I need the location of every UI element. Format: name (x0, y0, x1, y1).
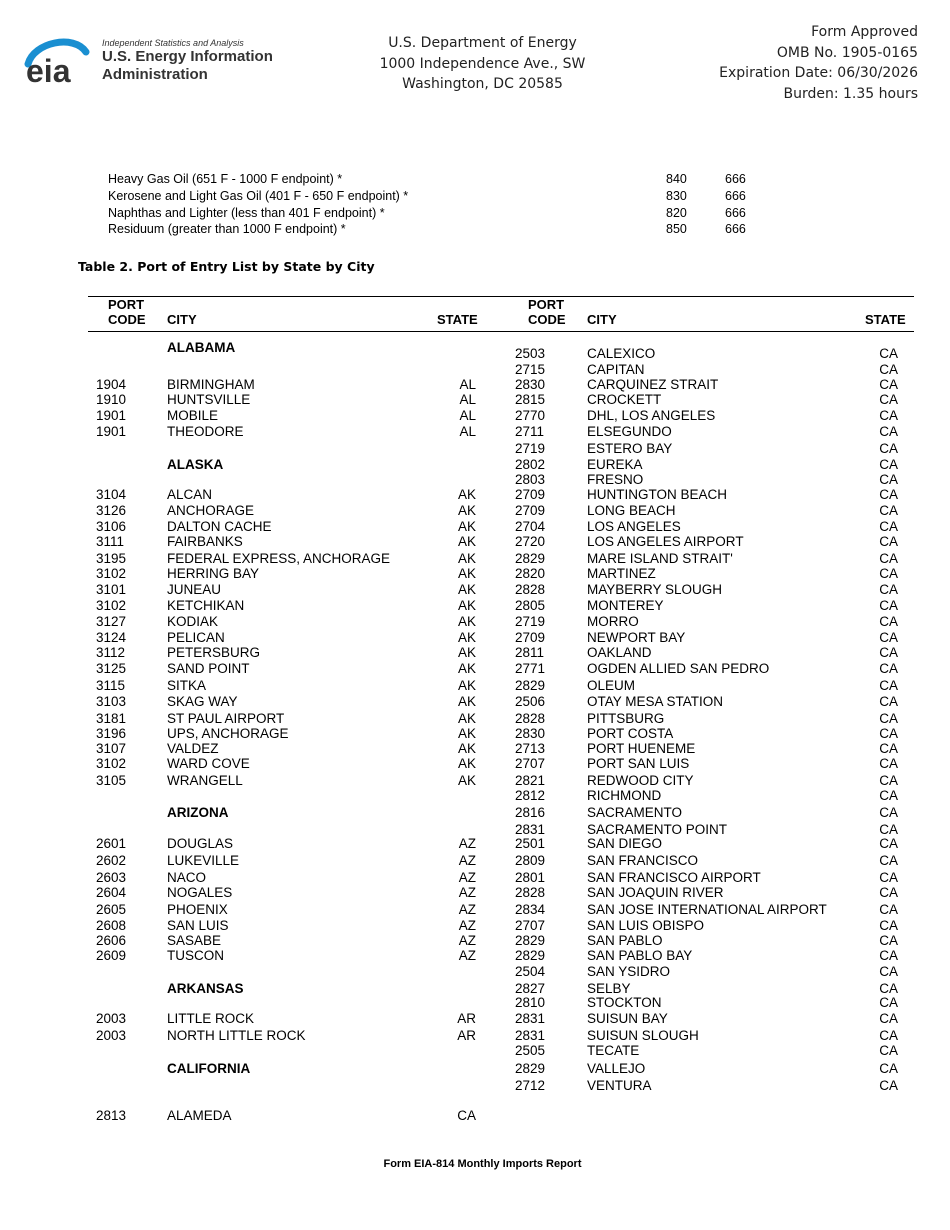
right-port-state: CA (879, 377, 898, 392)
col-city-header-right: CITY (587, 312, 617, 327)
product-code: 850 (666, 222, 687, 236)
left-port-state: AK (457, 614, 476, 629)
right-port-city: LOS ANGELES AIRPORT (587, 534, 744, 549)
right-port-state: CA (879, 788, 898, 803)
right-port-city: MARTINEZ (587, 566, 656, 581)
left-state-heading: ALABAMA (167, 340, 236, 355)
left-port-state: AZ (458, 948, 476, 963)
left-port-code: 3181 (96, 711, 127, 726)
right-port-code: 2831 (515, 822, 546, 837)
left-port-code: 3102 (96, 566, 127, 581)
left-port-city: FAIRBANKS (167, 534, 243, 549)
col-port-header-right: PORT CODE (528, 297, 566, 327)
right-port-code: 2830 (515, 377, 546, 392)
left-port-city: HUNTSVILLE (167, 392, 251, 407)
right-port-code: 2815 (515, 392, 546, 407)
right-port-state: CA (879, 392, 898, 407)
right-port-code: 2829 (515, 678, 546, 693)
left-port-state: AK (457, 503, 476, 518)
right-port-city: TECATE (587, 1043, 640, 1058)
left-port-code: 3107 (96, 741, 127, 756)
right-port-code: 2713 (515, 741, 546, 756)
product-code: 820 (666, 206, 687, 220)
right-port-state: CA (879, 487, 898, 502)
left-port-city: SAND POINT (167, 661, 250, 676)
right-port-state: CA (879, 773, 898, 788)
left-port-city: NORTH LITTLE ROCK (167, 1028, 306, 1043)
left-port-city: SITKA (167, 678, 207, 693)
right-port-city: CARQUINEZ STRAIT (587, 377, 719, 392)
right-port-code: 2771 (515, 661, 546, 676)
form-approved: Form Approved (811, 24, 918, 40)
right-port-state: CA (879, 346, 898, 361)
left-state-heading: CALIFORNIA (167, 1061, 251, 1076)
right-port-code: 2709 (515, 503, 546, 518)
right-port-state: CA (879, 694, 898, 709)
right-port-state: CA (879, 630, 898, 645)
left-port-state: AK (457, 661, 476, 676)
right-port-city: HUNTINGTON BEACH (587, 487, 728, 502)
left-port-state: AK (457, 694, 476, 709)
right-port-city: VENTURA (587, 1078, 652, 1093)
left-port-state: AZ (458, 918, 476, 933)
right-port-code: 2770 (515, 408, 546, 423)
left-port-state: AL (459, 392, 476, 407)
left-port-state: AK (457, 678, 476, 693)
right-port-city: MONTEREY (587, 598, 664, 613)
table-title: Table 2. Port of Entry List by State by City (78, 259, 375, 274)
right-port-state: CA (879, 472, 898, 487)
col-state-header-left: STATE (437, 312, 478, 327)
right-port-state: CA (879, 918, 898, 933)
right-port-state: CA (879, 836, 898, 851)
right-port-city: LOS ANGELES (587, 519, 681, 534)
left-port-city: PHOENIX (167, 902, 228, 917)
right-port-state: CA (879, 933, 898, 948)
left-port-city: HERRING BAY (167, 566, 260, 581)
left-port-code: 3127 (96, 614, 127, 629)
product-unit: 666 (725, 206, 746, 220)
left-state-heading: ARIZONA (167, 805, 229, 820)
right-port-city: CALEXICO (587, 346, 656, 361)
left-port-city: ANCHORAGE (167, 503, 255, 518)
left-port-city: PELICAN (167, 630, 225, 645)
right-port-code: 2801 (515, 870, 546, 885)
left-port-state: AL (459, 408, 476, 423)
right-port-city: SAN LUIS OBISPO (587, 918, 705, 933)
right-port-city: PORT COSTA (587, 726, 674, 741)
right-port-city: SUISUN BAY (587, 1011, 668, 1026)
right-port-city: RICHMOND (587, 788, 662, 803)
address-line1: 1000 Independence Ave., SW (379, 55, 586, 72)
right-port-city: SELBY (587, 981, 631, 996)
left-port-code: 3111 (96, 534, 125, 549)
right-port-code: 2828 (515, 711, 546, 726)
left-port-code: 3124 (96, 630, 127, 645)
left-port-state: AK (457, 534, 476, 549)
left-port-code: 2609 (96, 948, 127, 963)
right-port-code: 2803 (515, 472, 546, 487)
product-unit: 666 (725, 189, 746, 203)
right-port-code: 2712 (515, 1078, 546, 1093)
right-port-state: CA (879, 741, 898, 756)
expiration-date: Expiration Date: 06/30/2026 (719, 65, 918, 81)
left-port-state: AZ (458, 870, 476, 885)
right-port-code: 2506 (515, 694, 546, 709)
left-port-city: KETCHIKAN (167, 598, 245, 613)
right-port-code: 2829 (515, 551, 546, 566)
right-port-code: 2503 (515, 346, 546, 361)
right-port-city: SAN FRANCISCO (587, 853, 699, 868)
right-port-city: PORT SAN LUIS (587, 756, 690, 771)
right-port-city: SACRAMENTO (587, 805, 683, 820)
right-port-city: ELSEGUNDO (587, 424, 672, 439)
right-port-state: CA (879, 981, 898, 996)
left-port-code: 3125 (96, 661, 127, 676)
left-port-city: ST PAUL AIRPORT (167, 711, 285, 726)
left-port-city: KODIAK (167, 614, 219, 629)
left-port-city: WARD COVE (167, 756, 250, 771)
right-port-state: CA (879, 711, 898, 726)
col-city-header-left: CITY (167, 312, 197, 327)
right-port-state: CA (879, 362, 898, 377)
left-port-state: AK (457, 726, 476, 741)
left-port-code: 2603 (96, 870, 127, 885)
omb-number: OMB No. 1905-0165 (776, 44, 918, 61)
right-port-city: SAN JOAQUIN RIVER (587, 885, 724, 900)
right-port-city: SAN YSIDRO (587, 964, 671, 979)
right-port-code: 2834 (515, 902, 546, 917)
department-address (330, 33, 635, 95)
right-port-code: 2821 (515, 773, 546, 788)
right-port-code: 2810 (515, 995, 546, 1010)
left-port-city: WRANGELL (167, 773, 243, 788)
right-port-state: CA (879, 598, 898, 613)
left-port-code: 1901 (96, 424, 127, 439)
right-port-city: MORRO (587, 614, 639, 629)
left-port-city: NOGALES (167, 885, 233, 900)
right-port-city: SAN DIEGO (587, 836, 663, 851)
form-footer: Form EIA-814 Monthly Imports Report (383, 1158, 582, 1170)
right-port-code: 2828 (515, 582, 546, 597)
right-port-code: 2501 (515, 836, 546, 851)
right-port-city: SUISUN SLOUGH (587, 1028, 699, 1043)
right-port-state: CA (879, 995, 898, 1010)
left-port-city: ALAMEDA (167, 1108, 232, 1123)
left-port-code: 2813 (96, 1108, 127, 1123)
left-port-state: AK (457, 756, 476, 771)
left-port-code: 3102 (96, 598, 127, 613)
left-port-city: SASABE (167, 933, 222, 948)
right-port-city: PORT HUENEME (587, 741, 696, 756)
right-port-city: SAN PABLO (587, 933, 663, 948)
left-state-heading: ALASKA (167, 457, 224, 472)
left-port-city: TUSCON (167, 948, 224, 963)
right-port-code: 2719 (515, 614, 546, 629)
right-port-city: SACRAMENTO POINT (587, 822, 728, 837)
right-port-state: CA (879, 503, 898, 518)
right-port-city: DHL, LOS ANGELES (587, 408, 716, 423)
right-port-city: SAN FRANCISCO AIRPORT (587, 870, 761, 885)
right-port-state: CA (879, 519, 898, 534)
right-port-state: CA (879, 661, 898, 676)
left-port-state: AK (457, 598, 476, 613)
right-port-state: CA (879, 645, 898, 660)
left-port-state: AK (457, 519, 476, 534)
form-approval-block (719, 22, 918, 104)
product-name: Heavy Gas Oil (651 F - 1000 F endpoint) * (108, 172, 343, 186)
left-port-state: AZ (458, 902, 476, 917)
left-port-city: MOBILE (167, 408, 219, 423)
left-port-state: CA (457, 1108, 476, 1123)
right-port-state: CA (879, 614, 898, 629)
left-port-state: AR (457, 1028, 476, 1043)
right-port-city: MAYBERRY SLOUGH (587, 582, 723, 597)
left-port-city: VALDEZ (167, 741, 219, 756)
left-port-city: JUNEAU (167, 582, 222, 597)
right-port-city: FRESNO (587, 472, 644, 487)
right-port-state: CA (879, 678, 898, 693)
right-port-state: CA (879, 582, 898, 597)
left-port-state: AK (457, 773, 476, 788)
left-port-state: AZ (458, 853, 476, 868)
left-port-city: UPS, ANCHORAGE (167, 726, 289, 741)
right-port-code: 2829 (515, 1061, 546, 1076)
left-port-code: 2601 (96, 836, 127, 851)
right-port-city: OAKLAND (587, 645, 652, 660)
product-code: 840 (666, 172, 687, 186)
org-name (102, 48, 273, 83)
left-port-state: AZ (458, 836, 476, 851)
left-port-code: 2604 (96, 885, 127, 900)
right-port-code: 2827 (515, 981, 546, 996)
org-name-line2: Administration (102, 65, 208, 83)
right-port-state: CA (879, 870, 898, 885)
left-port-code: 1901 (96, 408, 127, 423)
left-port-city: NACO (167, 870, 207, 885)
left-port-city: SAN LUIS (167, 918, 229, 933)
right-port-state: CA (879, 408, 898, 423)
left-port-state: AK (457, 630, 476, 645)
right-port-code: 2505 (515, 1043, 546, 1058)
right-port-code: 2704 (515, 519, 546, 534)
right-port-code: 2820 (515, 566, 546, 581)
right-port-code: 2709 (515, 487, 546, 502)
left-port-code: 3106 (96, 519, 127, 534)
left-port-code: 1904 (96, 377, 127, 392)
left-port-code: 3102 (96, 756, 127, 771)
left-port-code: 3103 (96, 694, 127, 709)
left-port-code: 2608 (96, 918, 127, 933)
org-tagline: Independent Statistics and Analysis (102, 38, 244, 48)
right-port-city: MARE ISLAND STRAIT' (587, 551, 733, 566)
left-port-state: AK (457, 487, 476, 502)
left-port-city: DALTON CACHE (167, 519, 272, 534)
right-port-code: 2805 (515, 598, 546, 613)
right-port-state: CA (879, 1061, 898, 1076)
right-port-state: CA (879, 551, 898, 566)
right-port-city: REDWOOD CITY (587, 773, 694, 788)
right-port-city: CAPITAN (587, 362, 645, 377)
left-state-heading: ARKANSAS (167, 981, 244, 996)
product-name: Residuum (greater than 1000 F endpoint) * (108, 222, 346, 236)
left-port-code: 2605 (96, 902, 127, 917)
right-port-state: CA (879, 1011, 898, 1026)
right-port-code: 2829 (515, 933, 546, 948)
right-port-city: OTAY MESA STATION (587, 694, 724, 709)
right-port-city: CROCKETT (587, 392, 662, 407)
col-state-header-right: STATE (865, 312, 906, 327)
left-port-state: AZ (458, 933, 476, 948)
right-port-state: CA (879, 948, 898, 963)
left-port-state: AK (457, 551, 476, 566)
left-port-code: 2602 (96, 853, 127, 868)
right-port-state: CA (879, 457, 898, 472)
right-port-state: CA (879, 822, 898, 837)
right-port-city: ESTERO BAY (587, 441, 673, 456)
left-port-code: 3115 (96, 678, 126, 693)
left-port-state: AK (457, 741, 476, 756)
left-port-code: 3112 (96, 645, 126, 660)
right-port-code: 2707 (515, 756, 546, 771)
left-port-state: AK (457, 711, 476, 726)
left-port-city: DOUGLAS (167, 836, 234, 851)
left-port-code: 3104 (96, 487, 127, 502)
left-port-code: 1910 (96, 392, 127, 407)
right-port-code: 2812 (515, 788, 546, 803)
right-port-state: CA (879, 853, 898, 868)
right-port-code: 2709 (515, 630, 546, 645)
col-port-header-left: PORT CODE (108, 297, 146, 327)
right-port-state: CA (879, 726, 898, 741)
right-port-state: CA (879, 885, 898, 900)
left-port-code: 3105 (96, 773, 127, 788)
right-port-code: 2811 (515, 645, 545, 660)
right-port-code: 2830 (515, 726, 546, 741)
right-port-city: SAN PABLO BAY (587, 948, 693, 963)
left-port-city: LUKEVILLE (167, 853, 240, 868)
right-port-state: CA (879, 534, 898, 549)
right-port-city: LONG BEACH (587, 503, 676, 518)
left-port-code: 3195 (96, 551, 127, 566)
right-port-code: 2715 (515, 362, 546, 377)
right-port-state: CA (879, 441, 898, 456)
right-port-code: 2504 (515, 964, 546, 979)
right-port-city: PITTSBURG (587, 711, 665, 726)
left-port-state: AK (457, 582, 476, 597)
product-unit: 666 (725, 222, 746, 236)
left-port-code: 3101 (96, 582, 127, 597)
address-line2: Washington, DC 20585 (402, 76, 563, 92)
left-port-code: 3196 (96, 726, 127, 741)
product-name: Naphthas and Lighter (less than 401 F endpoint) * (108, 206, 385, 220)
left-port-code: 3126 (96, 503, 127, 518)
right-port-city: STOCKTON (587, 995, 662, 1010)
product-unit: 666 (725, 172, 746, 186)
table-top-rule (88, 296, 914, 297)
left-port-city: BIRMINGHAM (167, 377, 255, 392)
right-port-code: 2711 (515, 424, 545, 439)
right-port-city: SAN JOSE INTERNATIONAL AIRPORT (587, 902, 827, 917)
right-port-code: 2809 (515, 853, 546, 868)
right-port-code: 2719 (515, 441, 546, 456)
left-port-state: AL (459, 377, 476, 392)
left-port-state: AK (457, 566, 476, 581)
left-port-state: AK (457, 645, 476, 660)
right-port-city: EUREKA (587, 457, 643, 472)
left-port-code: 2003 (96, 1011, 127, 1026)
left-port-state: AR (457, 1011, 476, 1026)
right-port-city: OLEUM (587, 678, 636, 693)
left-port-code: 2606 (96, 933, 127, 948)
left-port-city: PETERSBURG (167, 645, 261, 660)
right-port-code: 2707 (515, 918, 546, 933)
right-port-state: CA (879, 902, 898, 917)
right-port-code: 2829 (515, 948, 546, 963)
right-port-city: VALLEJO (587, 1061, 646, 1076)
left-port-state: AZ (458, 885, 476, 900)
right-port-state: CA (879, 964, 898, 979)
right-port-state: CA (879, 566, 898, 581)
left-port-city: THEODORE (167, 424, 244, 439)
product-code: 830 (666, 189, 687, 203)
right-port-code: 2802 (515, 457, 546, 472)
table-header-rule (88, 331, 914, 332)
eia-logo-mark (24, 36, 102, 86)
left-port-city: FEDERAL EXPRESS, ANCHORAGE (167, 551, 391, 566)
right-port-state: CA (879, 756, 898, 771)
org-name-line1: U.S. Energy Information (102, 48, 273, 65)
right-port-city: OGDEN ALLIED SAN PEDRO (587, 661, 770, 676)
right-port-code: 2720 (515, 534, 546, 549)
logo-text: eia (26, 53, 71, 86)
right-port-code: 2816 (515, 805, 546, 820)
eia-logo (24, 36, 294, 86)
right-port-state: CA (879, 805, 898, 820)
dept-name: U.S. Department of Energy (388, 35, 577, 51)
right-port-code: 2831 (515, 1028, 546, 1043)
right-port-code: 2831 (515, 1011, 546, 1026)
right-port-state: CA (879, 1078, 898, 1093)
right-port-code: 2828 (515, 885, 546, 900)
left-port-code: 2003 (96, 1028, 127, 1043)
left-port-city: LITTLE ROCK (167, 1011, 255, 1026)
right-port-city: NEWPORT BAY (587, 630, 686, 645)
product-name: Kerosene and Light Gas Oil (401 F - 650 F endpoint) * (108, 189, 409, 203)
left-port-state: AL (459, 424, 476, 439)
left-port-city: SKAG WAY (167, 694, 238, 709)
burden: Burden: 1.35 hours (783, 85, 918, 102)
right-port-state: CA (879, 1043, 898, 1058)
right-port-state: CA (879, 424, 898, 439)
right-port-state: CA (879, 1028, 898, 1043)
left-port-city: ALCAN (167, 487, 213, 502)
